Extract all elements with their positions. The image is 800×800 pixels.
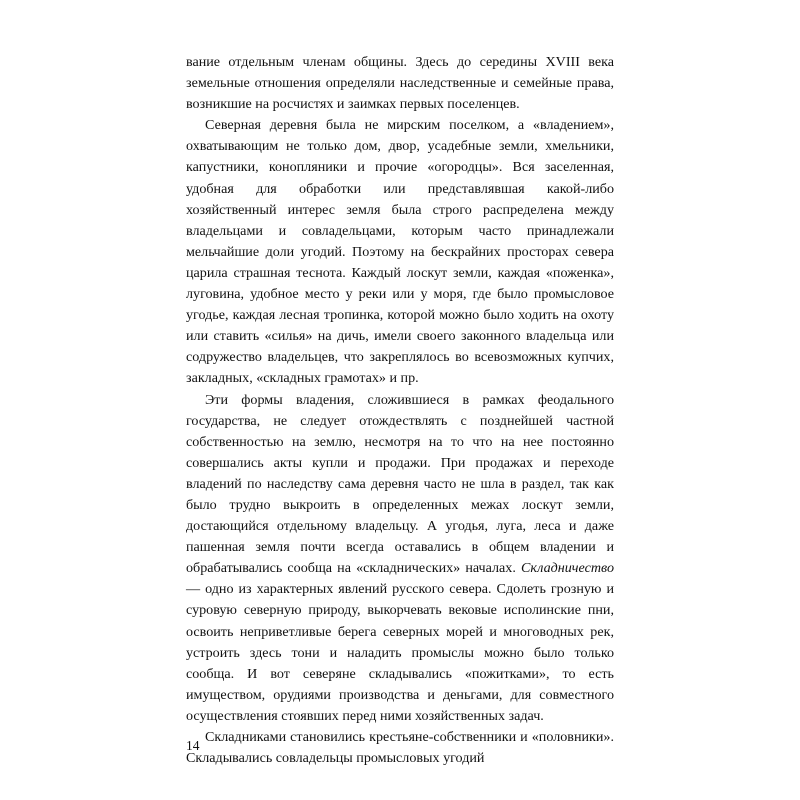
paragraph-3-part-2: — одно из характерных явлений русского севера. Сдолеть грозную и суровую северную природу, выкорчевать вековые исполинские пни, освоить неприветливые берега северных морей и многоводных рек, устроить здесь тони и наладить промыслы можно было только сообща. И вот северяне складывались «пожитками», то есть имуществом, орудиями производства и деньгами, для совместного осуществления стоявших перед ними хозяйственных задач.	[186, 581, 614, 724]
paragraph-3-emphasis: Складничество	[520, 560, 614, 577]
paragraph-3-part-1: Эти формы владения, сложившиеся в рамках феодального государства, не следует отождествлять с позднейшей частной собственностью на землю, несмотря на то что на нее постоянно совершались акты купли и продажи. При продажах и переходе владений по наследству сама деревня часто не шла в раздел, так как было трудно выкроить в определенных межах лоскут земли, достающийся отдельному владельцу. А угодья, луга, леса и даже пашенная земля почти всегда оставались в общем владении и обрабатывались сообща на «складнических» началах.	[186, 391, 614, 577]
paragraph-1: вание отдельным членам общины. Здесь до середины XVIII века земельные отношения определяли наследственные и семейные права, возникшие на росчистях и заимках первых поселенцев.	[186, 54, 614, 113]
paragraph-4: Складниками становились крестьяне-собственники и «половники». Складывались совладельцы промысловых угодий	[186, 729, 614, 767]
paragraph-2: Северная деревня была не мирским поселком, а «владением», охватывающим не только дом, двор, усадебные земли, хмельники, капустники, конопляники и прочие «огородцы». Вся заселенная, удобная для обработки или представлявшая какой-либо хозяйственный интерес земля была строго распределена между владельцами и совладельцами, которым часто принадлежали мельчайшие доли угодий. Поэтому на бескрайних просторах севера царила страшная теснота. Каждый лоскут земли, каждая «поженка», луговина, удобное место у реки или у моря, где было промысловое угодье, каждая лесная тропинка, которой можно было ходить на охоту или ставить «силья» на дичь, имели своего законного владельца или содружество владельцев, что закреплялось во всевозможных купчих, закладных, «складных грамотах» и пр.	[186, 117, 614, 387]
page-number: 14	[186, 738, 200, 753]
paragraph-3	[186, 390, 614, 728]
body-text-column	[186, 52, 614, 769]
